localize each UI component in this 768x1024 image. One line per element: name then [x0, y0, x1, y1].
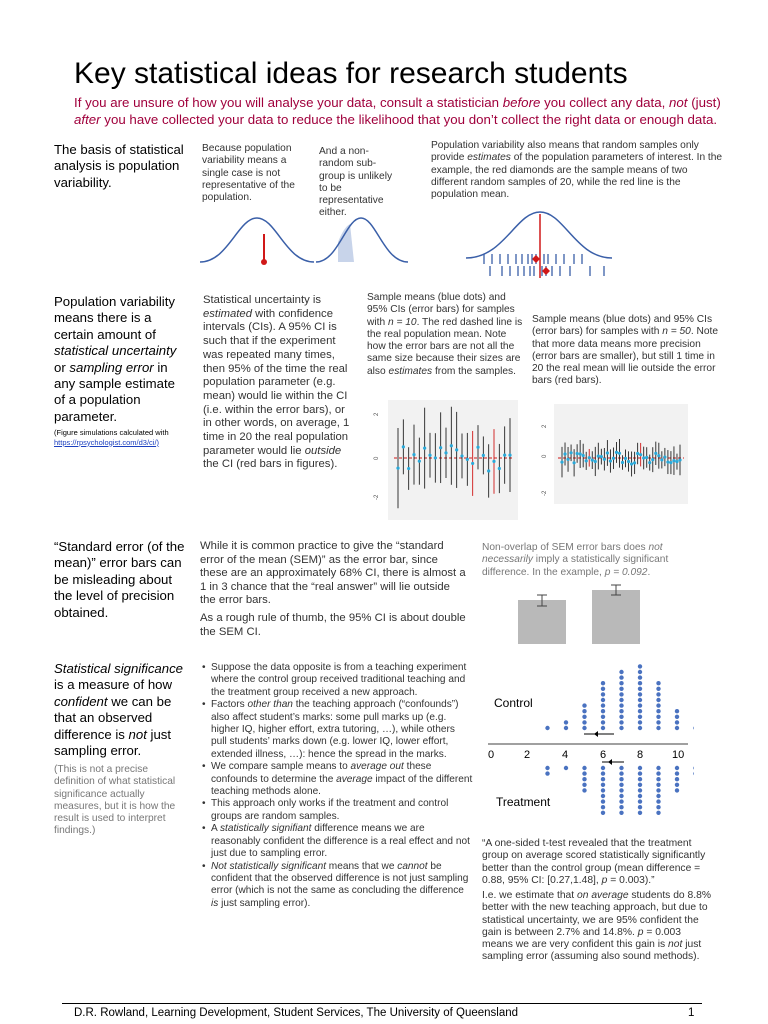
sample-mean-dot	[569, 451, 572, 454]
axis-tick-4: 4	[562, 749, 569, 761]
sample-mean-dot	[566, 458, 569, 461]
treatment-dot	[638, 799, 642, 803]
control-dot	[638, 709, 642, 713]
control-dot	[656, 715, 660, 719]
section1-note-estimates: Population variability also means that random samples only provide estimates of the population parameters of interest. In the example, the red diamonds are the sample means of two different random samples of 20, while the red line is the population mean.	[431, 140, 723, 201]
control-dot	[638, 692, 642, 696]
axis2-tick: 2	[542, 424, 548, 428]
control-dot	[619, 687, 623, 691]
control-dot	[601, 720, 605, 724]
sample-mean-dot	[439, 446, 442, 449]
sem-bar-chart	[510, 582, 660, 644]
subtitle-advice: If you are unsure of how you will analyse your data, consult a statistician before you collect any data, not (just) after you have collected your data to reduce the likelihood that you don’t collect the right data or enough data.	[74, 95, 721, 127]
sample-mean-dot	[591, 459, 594, 462]
sample-mean-dot	[624, 457, 627, 460]
sample-mean-dot	[579, 452, 582, 455]
treatment-dot	[545, 766, 549, 770]
control-dot	[582, 709, 586, 713]
control-dot	[564, 726, 568, 730]
sample-mean-dot	[627, 460, 630, 463]
treatment-dot	[656, 783, 660, 787]
treatment-dot	[656, 811, 660, 815]
treatment-dot	[601, 799, 605, 803]
sample-mean-dot	[560, 461, 563, 464]
treatment-dot	[619, 771, 623, 775]
sample-mean-dot	[503, 453, 506, 456]
dot-plot	[484, 656, 694, 816]
control-dot	[638, 675, 642, 679]
sample-mean-dot	[669, 461, 672, 464]
sample-mean-dot	[476, 446, 479, 449]
ci-plot-n50-svg	[540, 404, 690, 504]
control-dot	[656, 726, 660, 730]
sample-mean-dot	[636, 452, 639, 455]
treatment-dot	[656, 788, 660, 792]
bell-curve-line	[466, 212, 612, 258]
treatment-dot	[656, 799, 660, 803]
treatment-dot	[638, 805, 642, 809]
sem-bar-control	[518, 600, 566, 644]
treatment-dot	[564, 766, 568, 770]
section1-lead: The basis of statistical analysis is population variability.	[54, 142, 184, 190]
treatment-dot	[675, 783, 679, 787]
sample-mean-dot	[657, 454, 660, 457]
control-dot	[582, 720, 586, 724]
control-dot	[619, 726, 623, 730]
treatment-dot	[545, 771, 549, 775]
bullet-experiment: • Suppose the data opposite is from a teaching experiment where the control group received traditional teaching and the treatment group received a new approach.	[211, 662, 473, 699]
treatment-dot	[619, 794, 623, 798]
control-dot	[675, 726, 679, 730]
sample-mean-dot	[654, 452, 657, 455]
footer-credit: D.R. Rowland, Learning Development, Student Services, The University of Queensland	[74, 1007, 519, 1019]
control-dot	[619, 698, 623, 702]
treatment-dot	[656, 771, 660, 775]
sample-mean-dot	[582, 454, 585, 457]
control-dot	[638, 664, 642, 668]
control-dot	[619, 675, 623, 679]
sample-mean-dot	[450, 444, 453, 447]
sample-mean-dot	[594, 460, 597, 463]
section4-bullets	[201, 662, 473, 910]
control-dot	[545, 726, 549, 730]
sample-mean-dot	[482, 454, 485, 457]
control-dot	[656, 698, 660, 702]
control-dot	[619, 670, 623, 674]
section3-sem-explanation: While it is common practice to give the “standard error of the mean (SEM)” as the error bar, since these are an approximately 68% CI, there is almost a 1 in 3 chance that the “real answer” will lie outside the error bars. As a rough rule of thumb, the 95% CI is about double the SEM CI.	[200, 540, 466, 638]
sample-mean-dot	[487, 469, 490, 472]
control-dot	[638, 698, 642, 702]
axis-tick-10: 10	[672, 749, 685, 761]
control-dot	[601, 715, 605, 719]
treatment-dot	[675, 766, 679, 770]
treatment-dot	[656, 766, 660, 770]
control-dot	[638, 726, 642, 730]
bell-curve-single-case	[198, 212, 316, 268]
sample-mean-dot	[588, 456, 591, 459]
treatment-dot	[619, 805, 623, 809]
treatment-dot	[619, 811, 623, 815]
bell-curve-line	[316, 218, 408, 262]
sample-mean-dot	[498, 467, 501, 470]
control-dot	[656, 687, 660, 691]
sem-bar-treatment	[592, 590, 640, 644]
sample-mean-dot	[576, 452, 579, 455]
ci-plot-n50	[540, 404, 690, 504]
sample-mean-dot	[615, 451, 618, 454]
treatment-dot	[582, 783, 586, 787]
bullet-significant: • A statistically signifiant difference means we are reasonably confident the difference is a real effect and not just due to sampling error.	[211, 823, 473, 860]
treatment-dot	[619, 766, 623, 770]
treatment-dot	[638, 811, 642, 815]
sample-mean-dot	[407, 467, 410, 470]
treatment-dot	[693, 771, 694, 775]
control-dot	[638, 681, 642, 685]
sample-mean-dot	[663, 455, 666, 458]
sample-mean-dot	[460, 454, 463, 457]
single-case-dot	[261, 259, 267, 265]
control-dot	[638, 670, 642, 674]
control-dot	[601, 698, 605, 702]
treatment-dot	[601, 783, 605, 787]
section4-disclaimer: (This is not a precise definition of what statistical significance actually measures, but it is how the result is used to interpret findings.)	[54, 764, 176, 837]
sample-mean-dot	[651, 458, 654, 461]
treatment-dot	[601, 794, 605, 798]
sample-mean-dot	[423, 447, 426, 450]
treatment-dot	[675, 771, 679, 775]
treatment-dot	[675, 788, 679, 792]
sample-mean-dot	[609, 459, 612, 462]
section1-note-subgroup: And a non-random sub-group is unlikely to be representative either.	[319, 146, 393, 219]
section2-ci-explanation: Statistical uncertainty is estimated with confidence intervals (CIs). A 95% CI is such that if the experiment was repeated many times, then 95% of the time the real population parameter (e.g. mean) would lie within the CI (i.e. within the error bars), or in other words, on average, 1 time in 20 the real population parameter would lie outside the CI (red bars in figures).	[203, 294, 350, 471]
sample-mean-dot	[444, 451, 447, 454]
control-dot	[656, 709, 660, 713]
sample-mean-dot	[645, 456, 648, 459]
bullet-confounds: • Factors other than the teaching approach (“confounds”) also affect student’s marks: some pull marks up (e.g. higher IQ, higher effort, extra tutoring, …), while others pull students’ marks down (e.g. lower IQ, lower effort, extended illness, …): hence the spread in the marks.	[211, 699, 473, 761]
section3-lead: “Standard error (of the mean)” error bars can be misleading about the level of precision obtained.	[54, 539, 185, 620]
t-test-quote: “A one-sided t-test revealed that the treatment group on average scored statistically significantly better than the control group (mean difference = 0.88, 95% CI: [0.27,1.48], p = 0.003).”	[482, 838, 706, 886]
section4-lead: Statistical significance is a measure of how confident we can be that an observed difference is not just sampling error.	[54, 661, 184, 759]
control-dot	[675, 709, 679, 713]
sample-mean-dot	[597, 454, 600, 457]
axis-tick-8: 8	[637, 749, 644, 761]
axis2-tick: 0	[542, 454, 548, 458]
treatment-dot	[582, 766, 586, 770]
control-dot	[656, 703, 660, 707]
sample-mean-dot	[402, 445, 405, 448]
sample-b-mean-diamond	[542, 267, 550, 275]
treatment-dot	[619, 788, 623, 792]
sample-mean-dot	[412, 453, 415, 456]
bullet-not-significant: • Not statistically significant means that we cannot be confident that the observed difference is not just sampling error (which is not the same as concluding the difference is just sampling error).	[211, 861, 473, 911]
control-dot	[619, 715, 623, 719]
control-dot	[675, 715, 679, 719]
treatment-label: Treatment	[496, 795, 551, 809]
treatment-dot	[656, 794, 660, 798]
control-dot	[638, 687, 642, 691]
control-dot	[656, 681, 660, 685]
caption-n50: Sample means (blue dots) and 95% CIs (error bars) for samples with n = 50. Note that more data means more precision (error bars are smaller), but still 1 time in 20 the real mean will lie outside the error bars (red bars).	[532, 314, 719, 387]
control-label: Control	[494, 696, 533, 710]
control-dot	[693, 726, 694, 730]
treatment-dot	[638, 794, 642, 798]
sample-mean-dot	[573, 461, 576, 464]
figure-source-link[interactable]: https://rpsychologist.com/d3/ci/)	[54, 437, 160, 447]
treatment-dot	[601, 771, 605, 775]
page-title: Key statistical ideas for research students	[74, 57, 628, 90]
sample-mean-dot	[466, 458, 469, 461]
treatment-dot	[693, 766, 694, 770]
treatment-dot	[601, 805, 605, 809]
subgroup-shaded-area	[338, 224, 354, 262]
caption-n10: Sample means (blue dots) and 95% CIs (error bars) for samples with n = 10. The red dashed line is the real population mean. Note how the error bars are not all the same size because their sizes are also estimates from the samples.	[367, 292, 523, 377]
sample-mean-dot	[621, 461, 624, 464]
treatment-dot	[638, 777, 642, 781]
axis2-tick: -2	[542, 490, 548, 496]
control-dot	[601, 703, 605, 707]
bullet-random-samples: • This approach only works if the treatment and control groups are random samples.	[211, 798, 473, 823]
sample-mean-dot	[428, 454, 431, 457]
control-dot	[619, 681, 623, 685]
control-dot	[582, 726, 586, 730]
sample-mean-dot	[618, 452, 621, 455]
axis-tick-6: 6	[600, 749, 607, 761]
bell-curve-samples	[464, 208, 614, 282]
treatment-dot	[601, 766, 605, 770]
sample-mean-dot	[630, 462, 633, 465]
section1-note-single-case: Because population variability means a single case is not representative of the population.	[202, 143, 295, 204]
section2-lead: Population variability means there is a certain amount of statistical uncertainty or sampling error in any sample estimate of a population parameter.	[54, 294, 177, 424]
axis-tick-0: 0	[488, 749, 495, 761]
sample-mean-dot	[660, 458, 663, 461]
treatment-dot	[675, 777, 679, 781]
sample-mean-dot	[642, 456, 645, 459]
control-dot	[656, 720, 660, 724]
sample-mean-dot	[471, 462, 474, 465]
sample-mean-dot	[492, 460, 495, 463]
treatment-dot	[619, 777, 623, 781]
sample-mean-dot	[666, 460, 669, 463]
treatment-dot	[638, 783, 642, 787]
sample-mean-dot	[585, 459, 588, 462]
treatment-dot	[619, 783, 623, 787]
sample-mean-dot	[600, 455, 603, 458]
control-dot	[619, 692, 623, 696]
sample-mean-dot	[418, 460, 421, 463]
sample-mean-dot	[563, 452, 566, 455]
sample-mean-dot	[678, 458, 681, 461]
sample-mean-dot	[396, 467, 399, 470]
sample-mean-dot	[675, 460, 678, 463]
figure-source-note: (Figure simulations calculated with https://rpsychologist.com/d3/ci/)	[54, 428, 169, 447]
control-dot	[601, 681, 605, 685]
control-dot	[638, 720, 642, 724]
treatment-mean-marker	[608, 759, 612, 765]
bell-curve-line	[200, 218, 314, 262]
ci-plot-n10-svg	[370, 400, 520, 520]
control-dot	[656, 692, 660, 696]
sample-mean-dot	[455, 448, 458, 451]
sample-mean-dot	[606, 451, 609, 454]
sample-mean-dot	[603, 458, 606, 461]
t-test-interpretation: I.e. we estimate that on average students do 8.8% better with the new teaching approach, but due to statistical uncertainty, we are 95% confident the gain is between 2.7% and 14.8%. p = 0.003 means we are very confident this gain is not just sampling error (assuming also sound methods).	[482, 890, 711, 963]
control-dot	[675, 720, 679, 724]
control-dot	[601, 687, 605, 691]
control-dot	[601, 709, 605, 713]
sample-mean-dot	[648, 461, 651, 464]
control-mean-marker	[594, 731, 598, 737]
sample-mean-dot	[612, 457, 615, 460]
sample-mean-dot	[633, 461, 636, 464]
footer-divider	[62, 1003, 702, 1004]
control-dot	[619, 703, 623, 707]
treatment-dot	[619, 799, 623, 803]
sample-mean-dot	[672, 459, 675, 462]
sample-mean-dot	[639, 453, 642, 456]
bullet-average-out: • We compare sample means to average out these confounds to determine the average impact of the different teaching methods alone.	[211, 761, 473, 798]
treatment-dot	[582, 771, 586, 775]
treatment-dot	[601, 777, 605, 781]
axis1-tick: 2	[374, 412, 380, 416]
sample-a-mean-diamond	[532, 255, 540, 263]
control-dot	[638, 715, 642, 719]
treatment-dot	[582, 777, 586, 781]
bell-curve-subgroup	[314, 212, 410, 268]
control-dot	[638, 703, 642, 707]
sample-mean-dot	[434, 456, 437, 459]
sample-mean-dot	[508, 454, 511, 457]
section3-sem-note: Non-overlap of SEM error bars does not necessarily imply a statistically significant difference. In the example, p = 0.092.	[482, 542, 669, 578]
control-dot	[619, 720, 623, 724]
treatment-dot	[656, 805, 660, 809]
axis-tick-2: 2	[524, 749, 531, 761]
treatment-dot	[656, 777, 660, 781]
page-number: 1	[688, 1007, 695, 1019]
treatment-dot	[638, 788, 642, 792]
treatment-dot	[582, 788, 586, 792]
control-dot	[601, 692, 605, 696]
ci-plot-n10	[370, 400, 520, 520]
control-dot	[582, 703, 586, 707]
treatment-dot	[638, 766, 642, 770]
control-dot	[601, 726, 605, 730]
treatment-dot	[638, 771, 642, 775]
dot-plot-svg	[484, 656, 694, 816]
control-dot	[582, 715, 586, 719]
control-dot	[564, 720, 568, 724]
control-dot	[619, 709, 623, 713]
axis1-tick: -2	[374, 494, 380, 500]
treatment-dot	[601, 788, 605, 792]
treatment-dot	[601, 811, 605, 815]
axis1-tick: 0	[374, 456, 380, 460]
